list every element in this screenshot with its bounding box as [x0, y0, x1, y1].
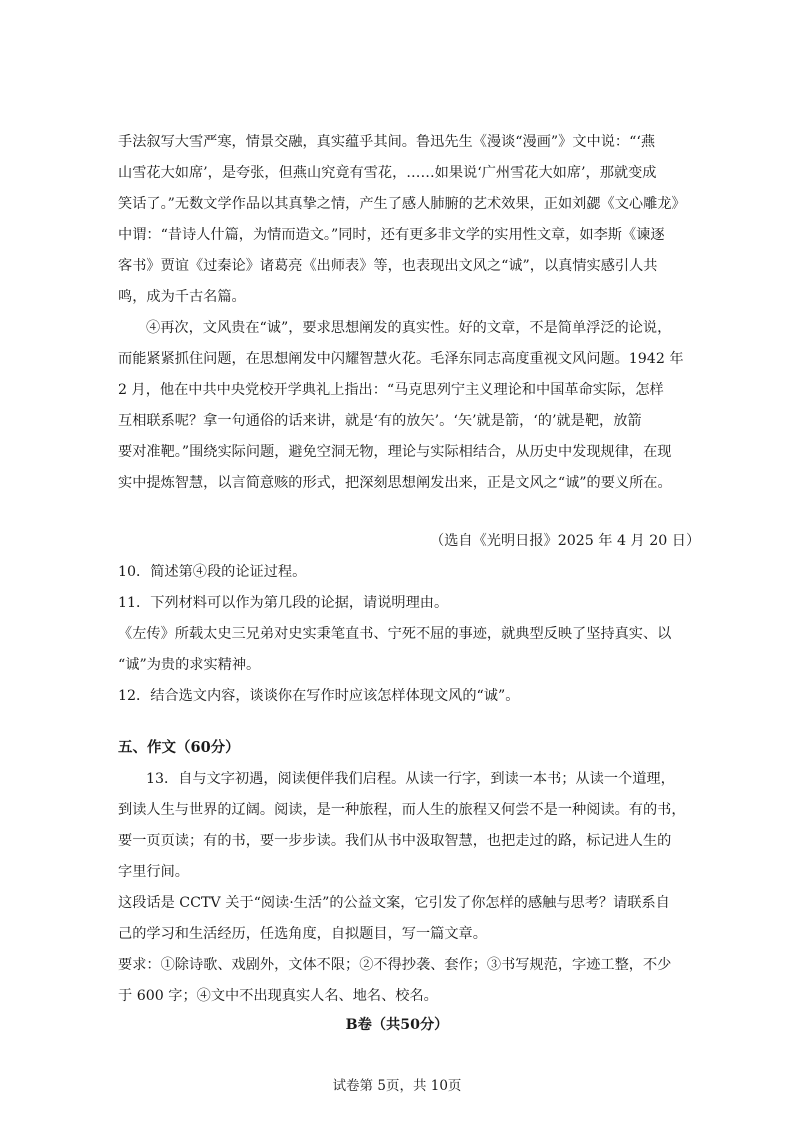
section-b-heading: B卷（共50分） — [345, 1017, 449, 1033]
question-11-material: 《左传》所载太史三兄弟对史实秉笔直书、宁死不屈的事迹，就典型反映了坚持真实、以 — [118, 626, 672, 642]
article-line: 鸣，成为千古名篇。 — [118, 289, 246, 305]
page-footer: 试卷第 5页，共 10页 — [332, 1078, 462, 1094]
article-line: 中谓：“昔诗人什篇，为情而造文。”同时，还有更多非文学的实用性文章，如李斯《谏逐 — [118, 227, 665, 243]
essay-heading: 五、作文（60分） — [118, 739, 240, 756]
article-line: 互相联系呢？拿一句通俗的话来讲，就是‘有的放矢’。‘矢’就是箭，‘的’就是靶，放箭 — [118, 413, 642, 429]
article-line: 客书》贾谊《过秦论》诸葛亮《出师表》等，也表现出文风之“诚”，以真情实感引人共 — [118, 258, 658, 274]
article-line: 山雪花大如席’，是夸张，但燕山究竟有雪花，……如果说‘广州雪花大如席’，那就变成 — [118, 165, 657, 181]
question-10: 10．简述第④段的论证过程。 — [118, 564, 307, 580]
article-line: 要对准靶。”围绕实际问题，避免空洞无物，理论与实际相结合，从历史中发现规律，在现 — [118, 444, 672, 460]
essay-task-line: 己的学习和生活经历，任选角度，自拟题目，写一篇文章。 — [118, 926, 487, 942]
essay-prompt-line: 13．自与文字初遇，阅读便伴我们启程。从读一行字，到读一本书；从读一个道理， — [146, 771, 675, 787]
question-12: 12．结合选文内容，谈谈你在写作时应该怎样体现文风的“诚”。 — [118, 688, 520, 704]
essay-prompt-line: 字里行间。 — [118, 864, 189, 880]
article-line: 实中提炼智慧，以言简意赅的形式，把深刻思想阐发出来，正是文风之“诚”的要义所在。 — [118, 475, 672, 491]
article-line: 笑话了。”无数文学作品以其真挚之情，产生了感人肺腑的艺术效果，正如刘勰《文心雕龙》 — [118, 196, 686, 212]
question-11-material: “诚”为贵的求实精神。 — [118, 657, 261, 673]
article-line: 2 月，他在中共中央党校开学典礼上指出：“马克思列宁主义理论和中国革命实际，怎样 — [118, 382, 664, 398]
essay-task-line: 这段话是 CCTV 关于“阅读·生活”的公益文案，它引发了你怎样的感触与思考？请联系自 — [118, 895, 670, 911]
article-source: （选自《光明日报》2025 年 4 月 20 日） — [430, 533, 701, 549]
article-line: 手法叙写大雪严寒，情景交融，真实蕴乎其间。鲁迅先生《漫谈“漫画”》文中说：“‘燕 — [118, 134, 656, 150]
essay-requirement-line: 要求：①除诗歌、戏剧外，文体不限；②不得抄袭、套作；③书写规范，字迹工整，不少 — [118, 957, 672, 973]
essay-requirement-line: 于 600 字；④文中不出现真实人名、地名、校名。 — [118, 988, 438, 1004]
essay-prompt-line: 到读人生与世界的辽阔。阅读，是一种旅程，而人生的旅程又何尝不是一种阅读。有的书， — [118, 802, 686, 818]
article-line: ④再次，文风贵在“诚”，要求思想阐发的真实性。好的文章，不是简单浮泛的论说， — [146, 320, 672, 336]
essay-prompt-line: 要一页页读；有的书，要一步步读。我们从书中汲取智慧，也把走过的路，标记进人生的 — [118, 833, 672, 849]
article-line: 而能紧紧抓住问题，在思想阐发中闪耀智慧火花。毛泽东同志高度重视文风问题。1942 年 — [118, 351, 684, 367]
question-11: 11．下列材料可以作为第几段的论据，请说明理由。 — [118, 595, 449, 611]
